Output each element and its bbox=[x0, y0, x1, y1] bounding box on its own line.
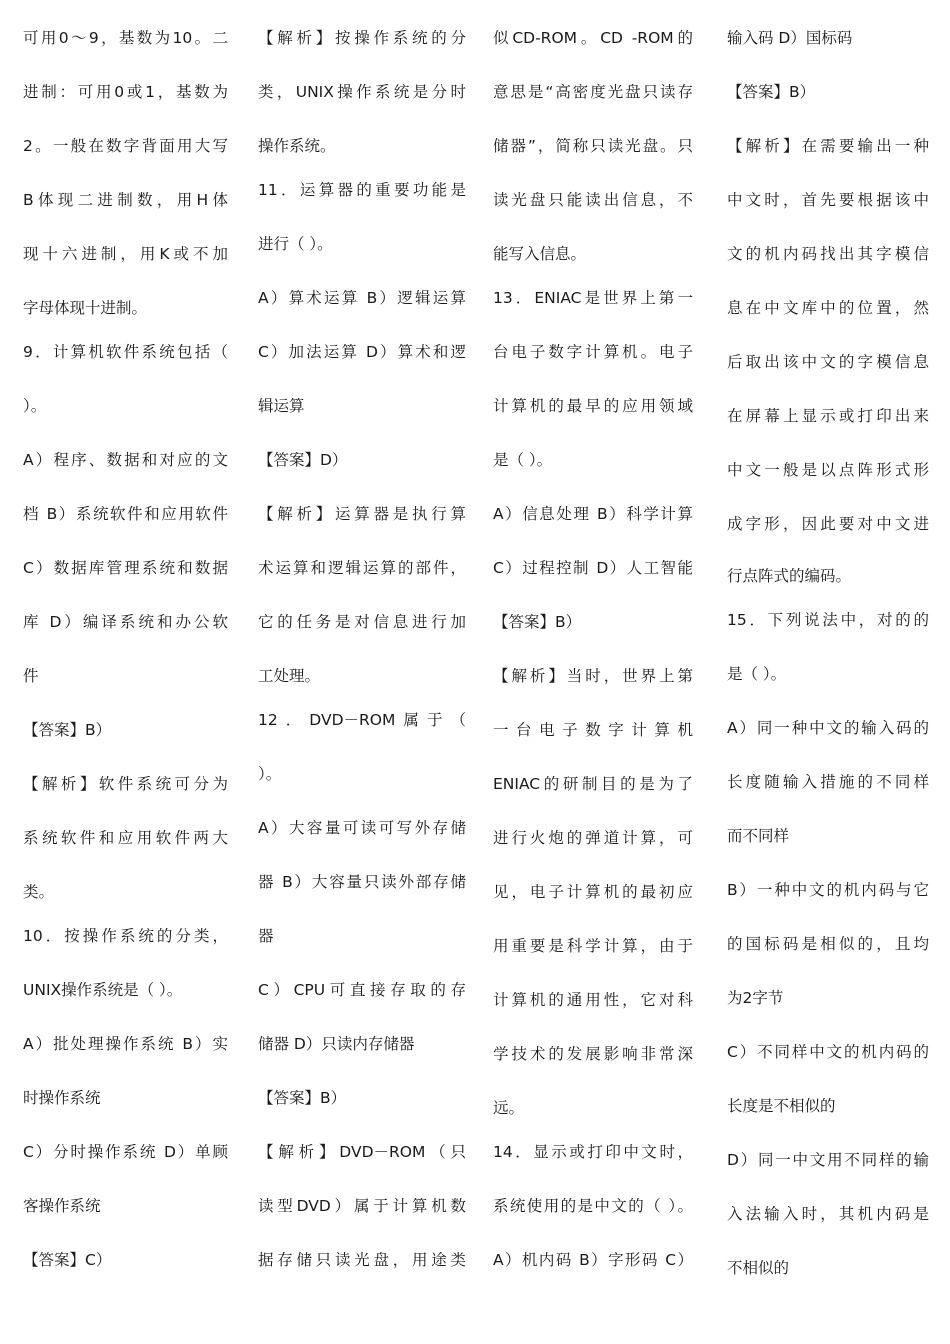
text-line: B）一种中文的机内码与它 bbox=[727, 881, 929, 899]
text-line: C）加法运算 D）算术和逻 bbox=[258, 343, 466, 361]
text-line: 【解析】DVD－ROM（只 bbox=[258, 1143, 466, 1161]
text-line: 【答案】B） bbox=[727, 83, 816, 101]
text-line: 操作系统。 bbox=[258, 137, 336, 155]
text-line: C）不同样中文的机内码的 bbox=[727, 1043, 929, 1061]
text-line: 后取出该中文的字模信息 bbox=[727, 353, 929, 371]
text-line: 【答案】B） bbox=[23, 721, 112, 739]
text-line: 为2字节 bbox=[727, 989, 784, 1007]
text-line: 系统使用的是中文的（ ）。 bbox=[493, 1197, 693, 1215]
text-line: 储器”，简称只读光盘。只 bbox=[493, 137, 693, 155]
text-line: A）批处理操作系统 B）实 bbox=[23, 1035, 228, 1053]
text-line: 远。 bbox=[493, 1099, 525, 1117]
text-line: 见，电子计算机的最初应 bbox=[493, 883, 693, 901]
text-line: 息在中文库中的位置，然 bbox=[727, 299, 929, 317]
text-line: 客操作系统 bbox=[23, 1197, 101, 1215]
text-line: A）程序、数据和对应的文 bbox=[23, 451, 228, 469]
text-line: 读光盘只能读出信息，不 bbox=[493, 191, 693, 209]
text-line: UNIX操作系统是（ ）。 bbox=[23, 981, 183, 999]
text-line: 12．DVD－ROM属于（ bbox=[258, 711, 466, 729]
text-line: C）CPU可直接存取的存 bbox=[258, 981, 466, 999]
text-line: 【解析】运算器是执行算 bbox=[258, 505, 466, 523]
text-line: 器 bbox=[258, 927, 274, 945]
text-line: 行点阵式的编码。 bbox=[727, 567, 852, 585]
text-line: 读型DVD）属于计算机数 bbox=[258, 1197, 466, 1215]
text-line: 不相似的 bbox=[727, 1259, 790, 1277]
text-line: 输入码 D）国标码 bbox=[727, 29, 853, 47]
text-line: 【解析】按操作系统的分 bbox=[258, 29, 466, 47]
text-line: 件 bbox=[23, 667, 39, 685]
text-line: 【答案】C） bbox=[23, 1251, 112, 1269]
text-line: 计算机的最早的应用领域 bbox=[493, 397, 693, 415]
text-line: 计算机的通用性，它对科 bbox=[493, 991, 693, 1009]
text-line: 学技术的发展影响非常深 bbox=[493, 1045, 693, 1063]
text-line: 9．计算机软件系统包括（ bbox=[23, 343, 228, 361]
text-line: 13．ENIAC是世界上第一 bbox=[493, 289, 693, 307]
text-line: 工处理。 bbox=[258, 667, 321, 685]
text-line: 15．下列说法中，对的的 bbox=[727, 611, 929, 629]
text-line: 它的任务是对信息进行加 bbox=[258, 613, 466, 631]
text-line: C）分时操作系统 D）单顾 bbox=[23, 1143, 228, 1161]
text-line: 的国标码是相似的，且均 bbox=[727, 935, 929, 953]
text-line: 档 B）系统软件和应用软件 bbox=[23, 505, 228, 523]
text-line: 10．按操作系统的分类， bbox=[23, 927, 228, 945]
text-line: 能写入信息。 bbox=[493, 245, 587, 263]
text-line: 器 B）大容量只读外部存储 bbox=[258, 873, 466, 891]
text-line: 【解析】软件系统可分为 bbox=[23, 775, 228, 793]
text-line: 成字形，因此要对中文进 bbox=[727, 515, 929, 533]
text-line: A）同一种中文的输入码的 bbox=[727, 719, 929, 737]
text-line: 【答案】D） bbox=[258, 451, 348, 469]
text-line: 库 D）编译系统和办公软 bbox=[23, 613, 228, 631]
text-line: 而不同样 bbox=[727, 827, 790, 845]
text-line: 文的机内码找出其字模信 bbox=[727, 245, 929, 263]
text-line: A）算术运算 B）逻辑运算 bbox=[258, 289, 466, 307]
text-line: 14．显示或打印中文时， bbox=[493, 1143, 693, 1161]
text-line: 是（ ）。 bbox=[727, 665, 787, 683]
text-line: 时操作系统 bbox=[23, 1089, 101, 1107]
text-line: 据存储只读光盘，用途类 bbox=[258, 1251, 466, 1269]
text-line: C）过程控制 D）人工智能 bbox=[493, 559, 693, 577]
text-line: 在屏幕上显示或打印出来 bbox=[727, 407, 929, 425]
text-line: 辑运算 bbox=[258, 397, 305, 415]
text-line: 类，UNIX操作系统是分时 bbox=[258, 83, 466, 101]
text-line: ）。 bbox=[23, 397, 47, 415]
text-line: A）信息处理 B）科学计算 bbox=[493, 505, 693, 523]
text-line: 是（ ）。 bbox=[493, 451, 553, 469]
text-line: 长度是不相似的 bbox=[727, 1097, 836, 1115]
text-line: 进行（ ）。 bbox=[258, 235, 333, 253]
text-line: 【解析】当时，世界上第 bbox=[493, 667, 693, 685]
text-line: B体现二进制数，用H体 bbox=[23, 191, 228, 209]
text-line: 字母体现十进制。 bbox=[23, 299, 148, 317]
text-line: 类。 bbox=[23, 883, 55, 901]
text-line: 【答案】B） bbox=[493, 613, 582, 631]
text-line: A）大容量可读可写外存储 bbox=[258, 819, 466, 837]
text-line: 储器 D）只读内存储器 bbox=[258, 1035, 415, 1053]
text-line: 进行火炮的弹道计算，可 bbox=[493, 829, 693, 847]
text-line: 意思是“高密度光盘只读存 bbox=[493, 83, 693, 101]
text-line: 台电子数字计算机。电子 bbox=[493, 343, 693, 361]
text-line: ）。 bbox=[258, 765, 282, 783]
text-line: A）机内码 B）字形码 C） bbox=[493, 1251, 693, 1269]
text-line: 现十六进制，用K或不加 bbox=[23, 245, 228, 263]
text-line: 可用0～9，基数为10。二 bbox=[23, 29, 228, 47]
text-line: 进制：可用0或1，基数为 bbox=[23, 83, 228, 101]
text-line: 长度随输入措施的不同样 bbox=[727, 773, 929, 791]
text-line: 用重要是科学计算，由于 bbox=[493, 937, 693, 955]
text-line: 术运算和逻辑运算的部件， bbox=[258, 559, 466, 577]
text-line: 【答案】B） bbox=[258, 1089, 347, 1107]
text-line: C）数据库管理系统和数据 bbox=[23, 559, 228, 577]
text-line: D）同一中文用不同样的输 bbox=[727, 1151, 929, 1169]
text-line: 11．运算器的重要功能是 bbox=[258, 181, 466, 199]
text-line: 系统软件和应用软件两大 bbox=[23, 829, 228, 847]
text-line: ENIAC的研制目的是为了 bbox=[493, 775, 693, 793]
text-line: 中文时，首先要根据该中 bbox=[727, 191, 929, 209]
text-line: 一台电子数字计算机 bbox=[493, 721, 693, 739]
text-line: 2。一般在数字背面用大写 bbox=[23, 137, 228, 155]
text-line: 【解析】在需要输出一种 bbox=[727, 137, 929, 155]
text-line: 入法输入时，其机内码是 bbox=[727, 1205, 929, 1223]
text-line: 中文一般是以点阵形式形 bbox=[727, 461, 929, 479]
text-line: 似CD-ROM。CD -ROM的 bbox=[493, 29, 693, 47]
